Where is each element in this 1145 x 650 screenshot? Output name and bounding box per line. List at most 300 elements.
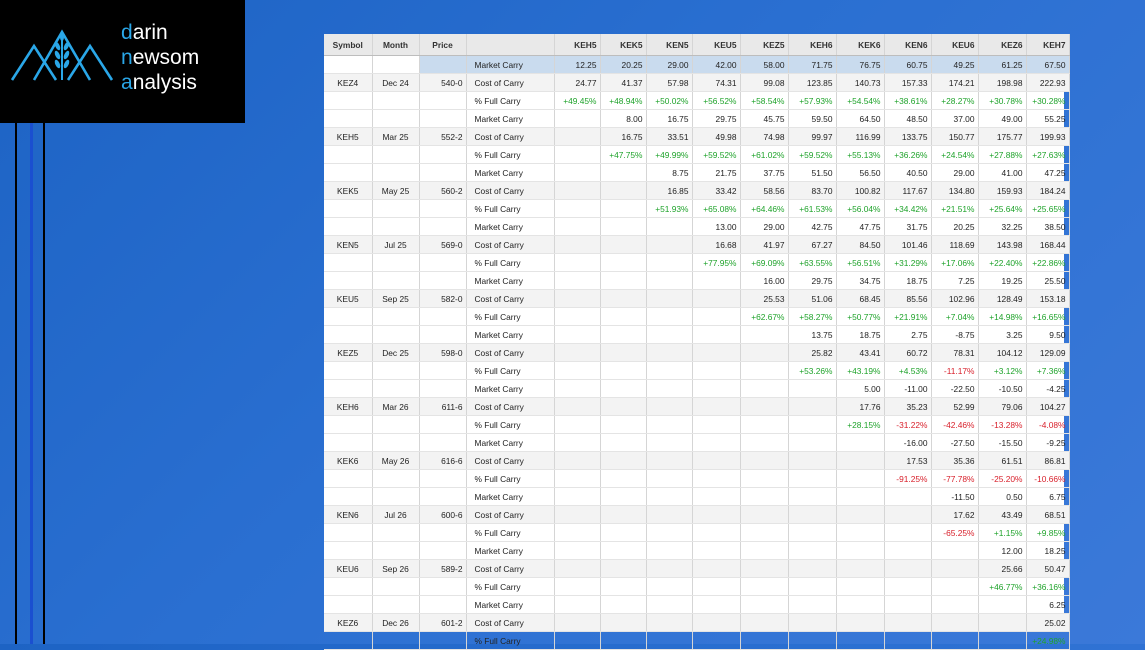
value-cell: 71.75 [788,56,836,74]
row-label-cell: Market Carry [466,272,554,290]
value-cell: +7.04% [931,308,978,326]
value-cell: 21.75 [692,164,740,182]
row-label-cell: % Full Carry [466,632,554,650]
symbol-cell: KEH5 [324,128,372,146]
value-cell [692,272,740,290]
value-cell: 100.82 [836,182,884,200]
value-cell: 29.75 [788,272,836,290]
value-cell [788,488,836,506]
value-cell: 51.50 [788,164,836,182]
value-cell: +58.54% [740,92,788,110]
value-cell: 67.27 [788,236,836,254]
value-cell: +59.52% [692,146,740,164]
column-header: KEK6 [836,34,884,56]
month-cell [372,110,419,128]
value-cell [554,254,600,272]
value-cell: -15.50 [978,434,1026,452]
row-label-cell: % Full Carry [466,254,554,272]
price-cell [419,524,466,542]
value-cell [788,506,836,524]
month-cell [372,272,419,290]
value-cell: 49.00 [978,110,1026,128]
value-cell [884,596,931,614]
month-cell [372,362,419,380]
price-cell [419,488,466,506]
symbol-cell [324,56,372,74]
value-cell: -77.78% [931,470,978,488]
value-cell: -9.25 [1026,434,1069,452]
value-cell [740,578,788,596]
table-row [324,470,1069,488]
value-cell: 76.75 [836,56,884,74]
value-cell: +7.36% [1026,362,1069,380]
value-cell: +46.77% [978,578,1026,596]
row-label-cell: % Full Carry [466,308,554,326]
price-cell: 611-6 [419,398,466,416]
wheat-mountains-icon [10,26,114,82]
value-cell [554,416,600,434]
value-cell [740,542,788,560]
value-cell [836,542,884,560]
table-row [324,560,1069,578]
value-cell: 29.75 [692,110,740,128]
value-cell [554,182,600,200]
value-cell: +62.67% [740,308,788,326]
value-cell [740,326,788,344]
value-cell: 61.25 [978,56,1026,74]
decor-line-blue [30,123,33,644]
column-header: KEZ5 [740,34,788,56]
value-cell [692,470,740,488]
value-cell: 16.85 [646,182,692,200]
month-cell [372,524,419,542]
value-cell: 51.06 [788,290,836,308]
column-header: KEH6 [788,34,836,56]
table-row [324,614,1069,632]
symbol-cell: KEN5 [324,236,372,254]
value-cell: 159.93 [978,182,1026,200]
value-cell [646,542,692,560]
value-cell [554,362,600,380]
value-cell [646,596,692,614]
value-cell [740,488,788,506]
value-cell: -11.50 [931,488,978,506]
price-cell: 600-6 [419,506,466,524]
value-cell: +56.51% [836,254,884,272]
symbol-cell [324,596,372,614]
value-cell: 9.50 [1026,326,1069,344]
value-cell: 20.25 [931,218,978,236]
value-cell [600,326,646,344]
value-cell: 24.77 [554,74,600,92]
value-cell [646,254,692,272]
value-cell: +65.08% [692,200,740,218]
value-cell: 68.45 [836,290,884,308]
value-cell [554,452,600,470]
value-cell [836,560,884,578]
symbol-cell [324,524,372,542]
value-cell [600,596,646,614]
symbol-cell [324,146,372,164]
value-cell: +55.13% [836,146,884,164]
row-label-cell: % Full Carry [466,524,554,542]
value-cell [554,272,600,290]
value-cell [884,578,931,596]
value-cell: +21.91% [884,308,931,326]
value-cell: 13.00 [692,218,740,236]
value-cell: 29.00 [931,164,978,182]
value-cell [931,596,978,614]
value-cell: -91.25% [884,470,931,488]
value-cell [740,632,788,650]
column-header: KEN5 [646,34,692,56]
value-cell: 38.50 [1026,218,1069,236]
value-cell [600,416,646,434]
value-cell [692,542,740,560]
price-cell [419,272,466,290]
value-cell [692,524,740,542]
value-cell: 31.75 [884,218,931,236]
value-cell [692,560,740,578]
row-label-cell: % Full Carry [466,578,554,596]
value-cell: 5.00 [836,380,884,398]
value-cell: +63.55% [788,254,836,272]
row-label-cell: % Full Carry [466,92,554,110]
value-cell: +34.42% [884,200,931,218]
value-cell: 18.75 [884,272,931,290]
value-cell [646,578,692,596]
value-cell [788,614,836,632]
value-cell: 134.80 [931,182,978,200]
brand-line-1: darin [121,21,168,44]
value-cell: +4.53% [884,362,931,380]
row-label-cell: Cost of Carry [466,290,554,308]
carry-table [324,34,1070,650]
value-cell: 60.72 [884,344,931,362]
table-row [324,128,1069,146]
value-cell: -4.25 [1026,380,1069,398]
table-row [324,236,1069,254]
symbol-cell: KEU6 [324,560,372,578]
value-cell: +54.54% [836,92,884,110]
value-cell: 18.25 [1026,542,1069,560]
price-cell: 560-2 [419,182,466,200]
symbol-cell [324,380,372,398]
month-cell [372,434,419,452]
value-cell [646,290,692,308]
row-label-cell: % Full Carry [466,362,554,380]
row-label-cell: Market Carry [466,434,554,452]
value-cell: +43.19% [836,362,884,380]
table-row [324,290,1069,308]
value-cell [836,632,884,650]
value-cell: 35.23 [884,398,931,416]
decor-line [15,123,17,644]
value-cell: 74.31 [692,74,740,92]
value-cell: 78.31 [931,344,978,362]
value-cell: -42.46% [931,416,978,434]
symbol-cell [324,470,372,488]
symbol-cell: KEZ4 [324,74,372,92]
value-cell [600,200,646,218]
value-cell: 43.49 [978,506,1026,524]
value-cell [646,524,692,542]
value-cell: 55.25 [1026,110,1069,128]
month-cell [372,326,419,344]
value-cell: 6.25 [1026,596,1069,614]
column-header-label [466,34,554,56]
symbol-cell [324,272,372,290]
value-cell [600,362,646,380]
value-cell [600,488,646,506]
table-row [324,308,1069,326]
value-cell: +27.88% [978,146,1026,164]
price-cell [419,164,466,182]
value-cell [554,614,600,632]
table-body [324,56,1069,650]
logo-panel [0,0,245,123]
value-cell: +25.64% [978,200,1026,218]
value-cell [788,578,836,596]
value-cell: 19.25 [978,272,1026,290]
value-cell [788,398,836,416]
value-cell: 99.08 [740,74,788,92]
value-cell [600,182,646,200]
value-cell: 33.42 [692,182,740,200]
value-cell: +59.52% [788,146,836,164]
column-header: KEZ6 [978,34,1026,56]
month-cell: Dec 26 [372,614,419,632]
value-cell [554,488,600,506]
price-cell [419,362,466,380]
value-cell: 33.51 [646,128,692,146]
value-cell: +22.86% [1026,254,1069,272]
symbol-cell [324,326,372,344]
month-cell [372,254,419,272]
value-cell [600,164,646,182]
value-cell: 56.50 [836,164,884,182]
value-cell: +50.02% [646,92,692,110]
value-cell [554,380,600,398]
value-cell: 40.50 [884,164,931,182]
value-cell [600,398,646,416]
value-cell: 16.75 [600,128,646,146]
value-cell: +61.53% [788,200,836,218]
month-cell [372,92,419,110]
value-cell [554,632,600,650]
value-cell: +30.78% [978,92,1026,110]
value-cell [554,596,600,614]
value-cell: +57.93% [788,92,836,110]
value-cell [554,470,600,488]
row-label-cell: Market Carry [466,218,554,236]
value-cell: -11.17% [931,362,978,380]
value-cell: 184.24 [1026,182,1069,200]
value-cell: 25.82 [788,344,836,362]
value-cell [646,344,692,362]
value-cell: 17.76 [836,398,884,416]
value-cell [600,452,646,470]
price-cell: 552-2 [419,128,466,146]
value-cell [646,614,692,632]
table-row [324,596,1069,614]
value-cell: 20.25 [600,56,646,74]
row-label-cell: Cost of Carry [466,128,554,146]
table-row [324,344,1069,362]
month-cell: Jul 25 [372,236,419,254]
value-cell: +48.94% [600,92,646,110]
table-row [324,218,1069,236]
value-cell: 13.75 [788,326,836,344]
value-cell: 47.25 [1026,164,1069,182]
value-cell [646,632,692,650]
table-row [324,56,1069,74]
value-cell [692,398,740,416]
brand-name [121,20,199,95]
value-cell [554,326,600,344]
price-cell: 582-0 [419,290,466,308]
month-cell [372,146,419,164]
value-cell: -25.20% [978,470,1026,488]
month-cell [372,632,419,650]
value-cell [740,452,788,470]
value-cell: 16.75 [646,110,692,128]
value-cell [692,416,740,434]
value-cell [740,434,788,452]
value-cell [788,560,836,578]
value-cell [836,506,884,524]
value-cell [600,380,646,398]
value-cell: +49.99% [646,146,692,164]
value-cell: 79.06 [978,398,1026,416]
value-cell: -22.50 [931,380,978,398]
value-cell: 25.53 [740,290,788,308]
value-cell: 49.25 [931,56,978,74]
value-cell [836,470,884,488]
value-cell [740,524,788,542]
value-cell [740,596,788,614]
row-label-cell: Cost of Carry [466,452,554,470]
value-cell: 123.85 [788,74,836,92]
value-cell [692,380,740,398]
value-cell: 83.70 [788,182,836,200]
value-cell: -65.25% [931,524,978,542]
value-cell [740,560,788,578]
value-cell: +69.09% [740,254,788,272]
price-cell [419,110,466,128]
value-cell: +77.95% [692,254,740,272]
table-row [324,110,1069,128]
column-header: KEH7 [1026,34,1069,56]
row-label-cell: Cost of Carry [466,182,554,200]
value-cell: 157.33 [884,74,931,92]
value-cell [600,254,646,272]
price-cell [419,56,466,74]
value-cell: 2.75 [884,326,931,344]
value-cell [554,524,600,542]
value-cell: 128.49 [978,290,1026,308]
value-cell [600,506,646,524]
value-cell [836,524,884,542]
value-cell: 84.50 [836,236,884,254]
value-cell [600,542,646,560]
value-cell [554,164,600,182]
value-cell [740,344,788,362]
value-cell: 29.00 [646,56,692,74]
value-cell [740,506,788,524]
symbol-cell: KEZ6 [324,614,372,632]
value-cell [646,218,692,236]
value-cell: 12.00 [978,542,1026,560]
value-cell: +17.06% [931,254,978,272]
value-cell: 85.56 [884,290,931,308]
value-cell [600,308,646,326]
table-row [324,272,1069,290]
value-cell [646,326,692,344]
value-cell: 49.98 [692,128,740,146]
table-row [324,542,1069,560]
month-cell: Mar 25 [372,128,419,146]
value-cell: 104.12 [978,344,1026,362]
value-cell: 101.46 [884,236,931,254]
value-cell: 17.62 [931,506,978,524]
table-row [324,74,1069,92]
value-cell: 29.00 [740,218,788,236]
value-cell [884,542,931,560]
symbol-cell [324,488,372,506]
row-label-cell: Market Carry [466,164,554,182]
value-cell [600,560,646,578]
brand-line-2: newsom [121,46,200,69]
value-cell: 43.41 [836,344,884,362]
value-cell: 35.36 [931,452,978,470]
price-cell [419,434,466,452]
price-cell [419,200,466,218]
table-row [324,434,1069,452]
value-cell [646,506,692,524]
value-cell [600,236,646,254]
row-label-cell: Cost of Carry [466,506,554,524]
value-cell: -8.75 [931,326,978,344]
value-cell: 16.00 [740,272,788,290]
value-cell [600,218,646,236]
value-cell [836,614,884,632]
value-cell: 25.02 [1026,614,1069,632]
row-label-cell: Market Carry [466,56,554,74]
value-cell: 67.50 [1026,56,1069,74]
price-cell: 589-2 [419,560,466,578]
value-cell [788,470,836,488]
value-cell [884,506,931,524]
price-cell [419,596,466,614]
value-cell: 74.98 [740,128,788,146]
value-cell [740,470,788,488]
value-cell [788,380,836,398]
row-label-cell: Market Carry [466,542,554,560]
column-header: Month [372,34,419,56]
symbol-cell [324,578,372,596]
value-cell [788,596,836,614]
value-cell [788,416,836,434]
symbol-cell [324,218,372,236]
row-label-cell: Market Carry [466,326,554,344]
value-cell: -31.22% [884,416,931,434]
symbol-cell: KEN6 [324,506,372,524]
table-row [324,488,1069,506]
value-cell [931,632,978,650]
symbol-cell: KEH6 [324,398,372,416]
value-cell [692,362,740,380]
